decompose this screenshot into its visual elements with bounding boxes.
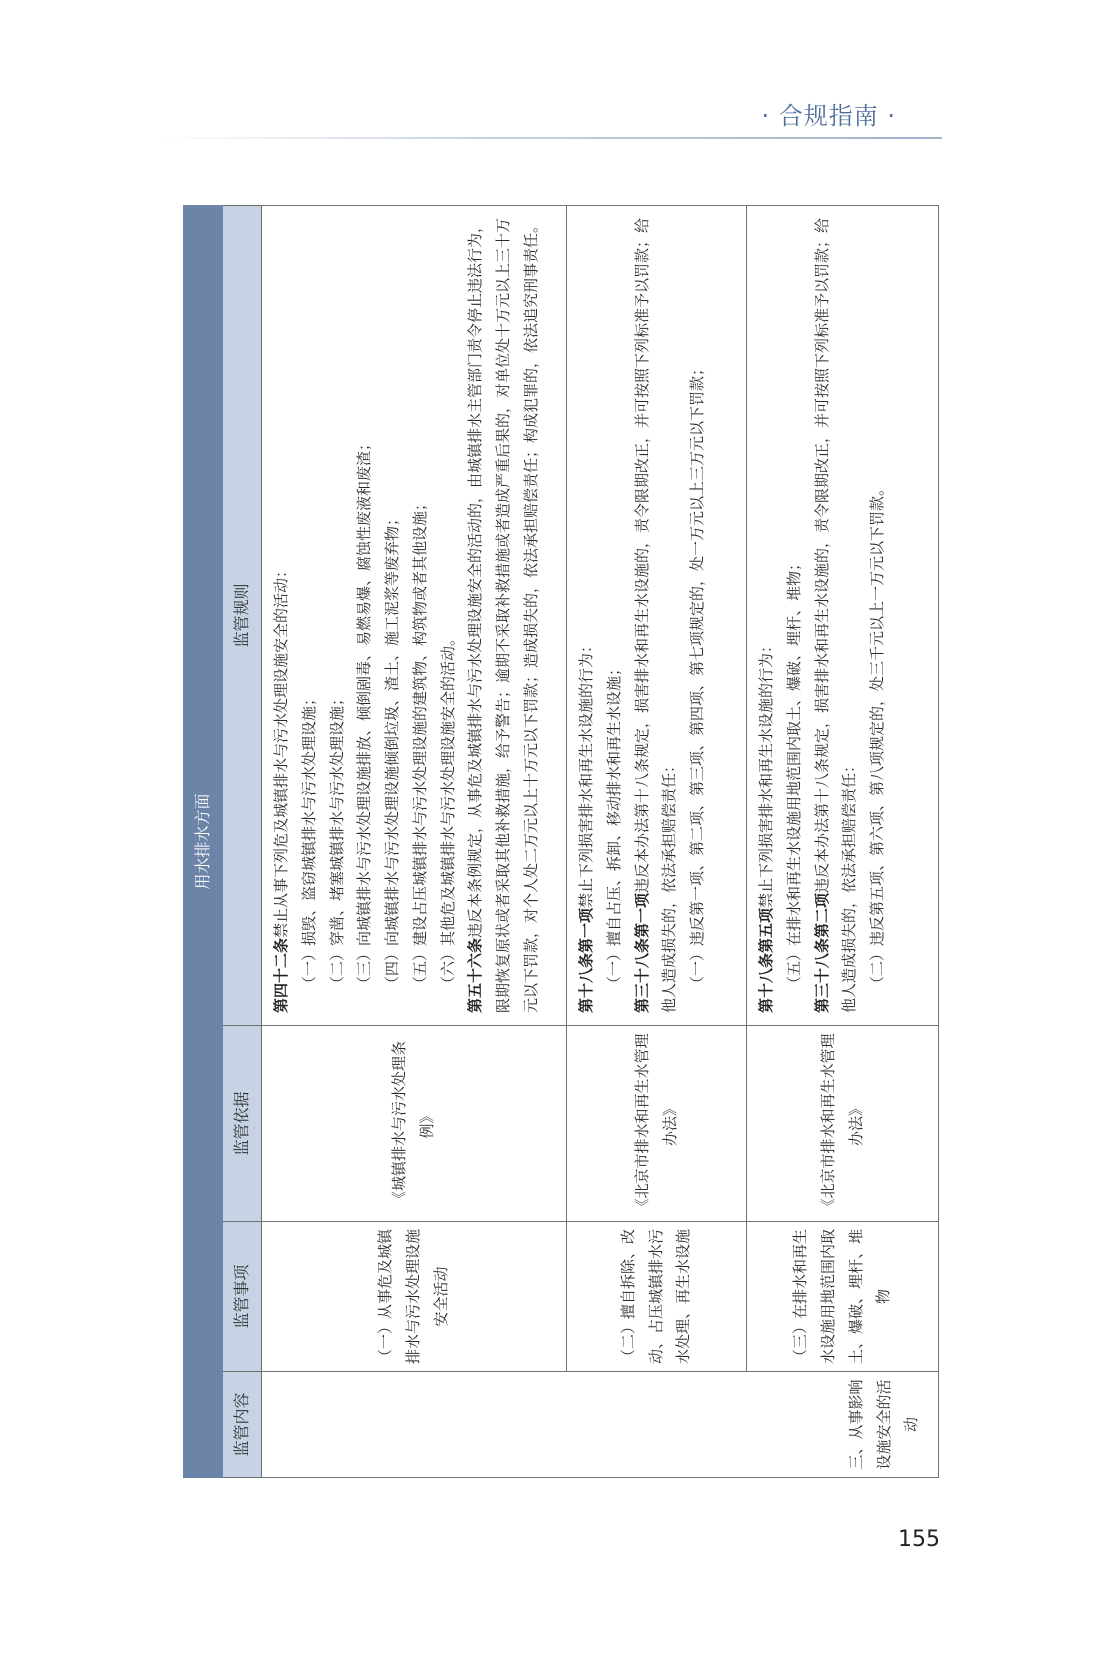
column-header-rules: 监管规则 [223, 205, 262, 1025]
section-title: 用水排水方面 [184, 205, 223, 1477]
category-cell: 三、从事影响设施安全的活动 [262, 1372, 939, 1478]
rule-cell [747, 205, 939, 1025]
article-heading: 第四十二条 [272, 937, 290, 1013]
table-row [567, 205, 747, 1477]
article-text: 违反本条例规定，从事危及城镇排水与污水处理设施安全的活动的，由城镇排水主管部门责令停止违法行为，限期恢复原状或者采取其他补救措施，给予警告；逾期不采取补救措施或者造成严重后果的，对单位处十万元以上三十万元以下罚款，对个人处二万元以上十万元以下罚款；造成损失的，依法承担赔偿责任；构成犯罪的，依法追究刑事责任。 [466, 217, 540, 1013]
header-divider [160, 137, 942, 139]
clause-item: （二）穿凿、堵塞城镇排水与污水处理设施； [327, 690, 346, 991]
clause-item: （三）向城镇排水与污水处理设施排放、倾倒剧毒、易燃易爆、腐蚀性废液和废渣； [355, 435, 374, 991]
item-cell: （一）从事危及城镇排水与污水处理设施安全活动 [262, 1222, 567, 1372]
clause-item: （六）其他危及城镇排水与污水处理设施安全的活动。 [438, 630, 457, 991]
article-heading: 第十八条第一项 [577, 907, 595, 1013]
rule-cell [567, 205, 747, 1025]
article-text: 违反本办法第十八条规定，损害排水和再生水设施的，责令限期改正，并可按照下列标准予以罚款；给他人造成损失的，依法承担赔偿责任： [632, 217, 679, 1013]
column-header-content: 监管内容 [223, 1372, 262, 1478]
column-header-basis: 监管依据 [223, 1026, 262, 1222]
rotated-table-wrapper [183, 206, 939, 1478]
clause-item: （五）在排水和再生水设施用地范围内取土、爆破、埋杆、堆物； [784, 555, 803, 991]
clause-item: （四）向城镇排水与污水处理设施倾倒垃圾、渣土、施工泥浆等废弃物； [383, 510, 401, 991]
item-cell: （二）擅自拆除、改动、占压城镇排水污水处理、再生水设施 [567, 1222, 747, 1372]
article-heading: 第五十六条 [466, 937, 485, 1013]
article-heading: 第三十八条第二项 [812, 892, 831, 1013]
clause-item: （一）违反第一项、第二项、第三项、第四项、第七项规定的，处一万元以上三万元以下罚款； [688, 360, 706, 991]
basis-cell: 《北京市排水和再生水管理办法》 [567, 1026, 747, 1222]
article-text: 违反本办法第十八条规定，损害排水和再生水设施的，责令限期改正，并可按照下列标准予以罚款；给他人造成损失的，依法承担赔偿责任： [812, 217, 859, 1013]
clause-item: （一）损毁、盗窃城镇排水与污水处理设施； [299, 690, 318, 991]
basis-cell: 《城镇排水与污水处理条例》 [262, 1026, 567, 1222]
article-text: 禁止下列损害排水和再生水设施的行为： [757, 637, 775, 908]
clause-item: （五）建设占压城镇排水与污水处理设施的建筑物、构筑物或者其他设施； [410, 495, 429, 991]
basis-cell: 《北京市排水和再生水管理办法》 [747, 1026, 939, 1222]
page-number: 155 [898, 1527, 940, 1552]
clause-item: （二）违反第五项、第六项、第八项规定的，处三千元以上一万元以下罚款。 [868, 480, 886, 991]
article-heading: 第三十八条第一项 [632, 892, 651, 1013]
regulation-table [183, 205, 939, 1478]
clause-item: （一）擅自占压、拆卸、移动排水和再生水设施； [604, 660, 623, 991]
running-header: · 合规指南 · [761, 102, 896, 130]
table-row [262, 205, 567, 1477]
rule-cell [262, 205, 567, 1025]
article-text: 禁止从事下列危及城镇排水与污水处理设施安全的活动： [272, 562, 290, 938]
article-text: 禁止下列损害排水和再生水设施的行为： [577, 637, 595, 908]
table-row [747, 205, 939, 1477]
article-heading: 第十八条第五项 [757, 907, 775, 1013]
item-cell: （三）在排水和再生水设施用地范围内取土、爆破、埋杆、堆物 [747, 1222, 939, 1372]
column-header-item: 监管事项 [223, 1222, 262, 1372]
